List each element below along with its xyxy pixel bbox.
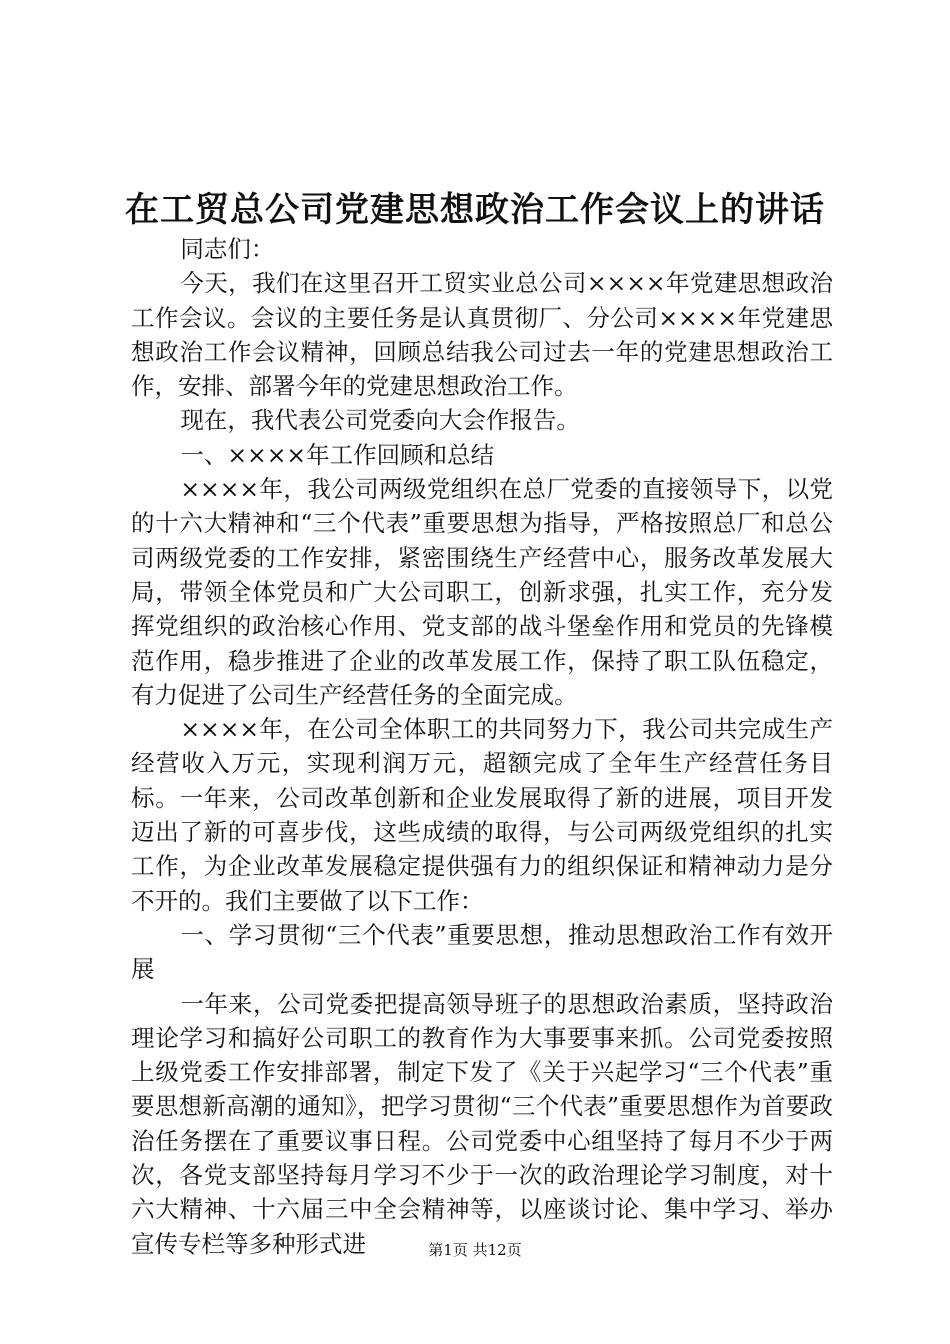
body-paragraph: 现在，我代表公司党委向大会作报告。 (180, 406, 580, 435)
subsection-heading: 一、学习贯彻“三个代表”重要思想，推动思想政治工作有效开展 (131, 920, 833, 984)
document-body (131, 232, 833, 1261)
body-paragraph: ××××年，在公司全体职工的共同努力下，我公司共完成生产经营收入万元，实现利润万元，超额完成了全年生产经营任务目标。一年来，公司改革创新和企业发展取得了新的进展，项目开发迈出了新的可喜步伐，这些成绩的取得，与公司两级党组织的扎实工作，为企业改革发展稳定提供强有力的组织保证和精神动力是分不开的。我们主要做了以下工作： (131, 715, 833, 915)
document-title: 在工贸总公司党建思想政治工作会议上的讲话 (125, 190, 825, 230)
salutation-paragraph: 同志们： (180, 235, 275, 263)
body-paragraph: ××××年，我公司两级党组织在总厂党委的直接领导下，以党的十六大精神和“三个代表”重要思想为指导，严格按照总厂和总公司两级党委的工作安排，紧密围绕生产经营中心，服务改革发展大局，带领全体党员和广大公司职工，创新求强，扎实工作，充分发挥党组织的政治核心作用、党支部的战斗堡垒作用和党员的先锋模范作用，稳步推进了企业的改革发展工作，保持了职工队伍稳定，有力促进了公司生产经营任务的全面完成。 (131, 475, 833, 709)
section-heading: 一、××××年工作回顾和总结 (180, 440, 495, 469)
page-number-footer: 第1页 共12页 (428, 1241, 522, 1259)
body-paragraph: 一年来，公司党委把提高领导班子的思想政治素质，坚持政治理论学习和搞好公司职工的教育作为大事要事来抓。公司党委按照上级党委工作安排部署，制定下发了《关于兴起学习“三个代表”重要思想新高潮的通知》，把学习贯彻“三个代表”重要思想作为首要政治任务摆在了重要议事日程。公司党委中心组坚持了每月不少于两次，各党支部坚持每月学习不少于一次的政治理论学习制度，对十六大精神、十六届三中全会精神等，以座谈讨论、集中学习、举办宣传专栏等多种形式进 (131, 989, 833, 1258)
body-paragraph: 今天，我们在这里召开工贸实业总公司××××年党建思想政治工作会议。会议的主要任务是认真贯彻厂、分公司××××年党建思想政治工作会议精神，回顾总结我公司过去一年的党建思想政治工作，安排、部署今年的党建思想政治工作。 (131, 269, 833, 401)
